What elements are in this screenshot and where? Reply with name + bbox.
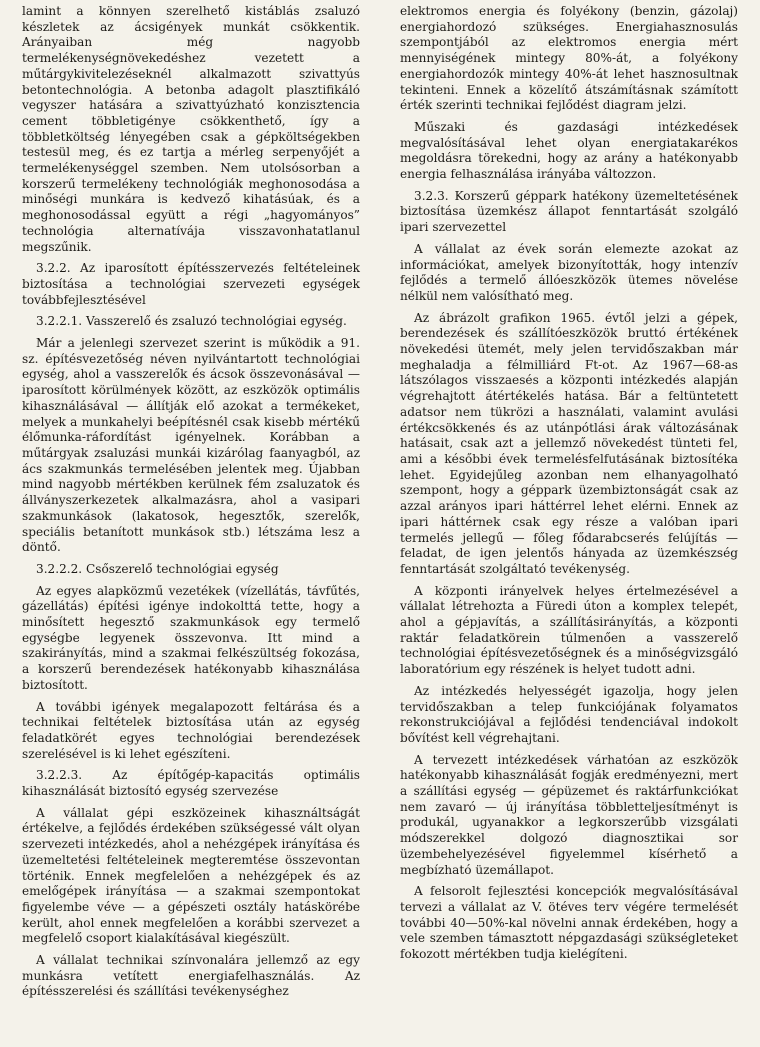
paragraph-continued: lamint a könnyen szerelhető kistáblás zsaluzó készletek az ácsigények munkát csökkentik. Arányaiban még nagyobb termelékenységnövekedéshez vezetett a műtárgykivitelezéseknél alkalmazott szivattyús betontechnológia. A betonba adagolt plasztifikáló vegyszer hatására a szivattyúzható konzisztencia cement többletigénye csökkenthető, így a többletköltség lényegében csak a gépköltségekben testesül meg, és ez tartja a mérleg serpenyőjét a termelékenységgel szemben. Nem utolsósorban a korszerű termelékeny technológiák meghonosodása a minőségi munkára is kedvező kihatásúak, és a meghonosodással együtt a régi „hagyományos” technológia alternatívája visszavonhatatlanul megszűnik.: [22, 4, 360, 254]
section-heading-3-2-2: 3.2.2. Az iparosított építésszervezés feltételeinek biztosítása a technológiai szervezeti egységek továbbfejlesztésével: [22, 261, 360, 307]
section-heading-3-2-2-3: 3.2.2.3. Az építőgép-kapacitás optimális kihasználását biztosító egység szervezése: [22, 768, 360, 799]
paragraph: Már a jelenlegi szervezet szerint is működik a 91. sz. építésvezetőség néven nyilvántartott technológiai egység, ahol a vasszerelők és ácsok összevonásával — iparosított körülmények között, az eszközök optimális kihasználásával — állítják elő azokat a termékeket, melyek a munkahelyi beépítésnél csak kisebb mértékű élőmunka-ráfordítást igényelnek. Korábban a műtárgyak zsaluzási munkái kizárólag faanyagból, az ács szakmunkás termelésében jelentek meg. Újabban mind nagyobb mértékben kerülnek fém zsaluzatok és állványszerkezetek alkalmazásra, ahol a vasipari szakmunkások (lakatosok, hegesztők, szerelők, speciális betanított munkások stb.) létszáma lesz a döntő.: [22, 336, 360, 555]
right-column: [400, 4, 738, 969]
left-column: [22, 4, 360, 1006]
paragraph: A vállalat technikai színvonalára jellemző az egy munkásra vetített energiafelhasználás. Az építésszerelési és szállítási tevékenységhez: [22, 953, 360, 999]
section-heading-3-2-3: 3.2.3. Korszerű géppark hatékony üzemeltetésének biztosítása üzemkész állapot fenntartását szolgáló ipari szervezettel: [400, 188, 738, 235]
section-heading-3-2-2-1: 3.2.2.1. Vasszerelő és zsaluzó technológiai egység.: [36, 314, 347, 329]
paragraph: Műszaki és gazdasági intézkedések megvalósításával lehet olyan energiatakarékos megoldásra törekedni, hogy az arány a hatékonyabb energia felhasználása irányába változzon.: [400, 119, 738, 182]
paragraph: A vállalat gépi eszközeinek kihasználtságát értékelve, a fejlődés érdekében szükségessé vált olyan szervezeti intézkedés, ahol a nehézgépek irányítása és üzemeltetési feltételeinek megteremtése összevontan történik. Ennek megfelelően a nehézgépek és az emelőgépek irányítása — a szakmai szempontokat figyelembe véve — a gépészeti osztály hatáskörébe került, ahol ennek megfelelően a korábbi szervezet a megfelelő csoport kialakításával kiegészült.: [22, 805, 360, 946]
paragraph: A felsorolt fejlesztési koncepciók megvalósításával tervezi a vállalat az V. ötéves terv végére termelését további 40—50%-kal növelni annak érdekében, hogy a vele szemben támasztott népgazdasági szükségleteket fokozott mértékben tudja kielégíteni.: [400, 884, 738, 962]
paragraph: A központi irányelvek helyes értelmezésével a vállalat létrehozta a Füredi úton a komplex telepét, ahol a gépjavítás, a szállításirányítás, a központi raktár feladatkörein túlmenően a vasszerelő technológiai építésvezetőségnek és a minőségvizsgáló laboratórium egy részének is helyet tudott adni.: [400, 583, 738, 677]
paragraph: A tervezett intézkedések várhatóan az eszközök hatékonyabb kihasználását fogják eredményezni, mert a szállítási egység — gépüzemet és raktárfunkciókat nem zavaró — új irányítása többletteljesítményt is produkál, ugyanakkor a legkorszerűbb vizsgálati módszerekkel dolgozó diagnosztikai sor üzembehelyezésével figyelemmel kísérhető a megbízható üzemállapot.: [400, 752, 738, 877]
paragraph: Az intézkedés helyességét igazolja, hogy jelen tervidőszakban a telep funkciójának folyamatos rekonstrukciójával a fejlődési tendenciával indokolt bővítést kell végrehajtani.: [400, 683, 738, 745]
paragraph: A vállalat az évek során elemezte azokat az információkat, amelyek bizonyították, hogy intenzív fejlődés a termelő állóeszközök ütemes növelése nélkül nem valósítható meg.: [400, 241, 738, 303]
paragraph: Az ábrázolt grafikon 1965. évtől jelzi a gépek, berendezések és szállítóeszközök bruttó értékének növekedési ütemét, mely jelen tervidőszakban már meghaladja a félmilliárd Ft-ot. Az 1967—68-as látszólagos visszaesés a központi intézkedés alapján végrehajtott átértékelés hatása. Bár a feltüntetett adatsor nem tükrözi a használati, valamint avulási értékcsökkenés és az utánpótlási árak változásának hatásait, csak azt a jellemző növekedést tünteti fel, ami a későbbi évek termelésfelfutásának biztosítéka lehet. Egyidejűleg azonban nem elhanyagolható szempont, hogy a géppark üzembiztonságát csak az azzal arányos ipari háttérrel lehet elérni. Ennek az ipari háttérnek csak egy része a valóban ipari termelés jellegű — főleg fődarabcserés felújítás — feladat, de igen jelentős hányada az üzemkészség fenntartását szolgáltató tevékenység.: [400, 310, 738, 576]
paragraph: Az egyes alapközmű vezetékek (vízellátás, távfűtés, gázellátás) építési igénye indokolttá tette, hogy a minősített hegesztő szakmunkások egy termelő egységbe legyenek összevonva. Itt mind a szakirányítás, mind a szakmai felkészültség fokozása, a korszerű berendezések hatékonyabb kihasználása biztosított.: [22, 583, 360, 692]
paragraph: A további igények megalapozott feltárása és a technikai feltételek biztosítása után az egység feladatkörét egyes technológiai berendezések szerelésével is ki lehet egészíteni.: [22, 699, 360, 761]
paragraph-continued: elektromos energia és folyékony (benzin, gázolaj) energiahordozó szükséges. Energiahasznosulás szempontjából az elektromos energia mért mennyiségének mintegy 80%-át, a folyékony energiahordozók mintegy 40%-át lehet hasznosultnak tekinteni. Ennek a közelítő átszámításnak számított érték szerinti technikai fejlődést diagram jelzi.: [400, 4, 738, 113]
section-heading-3-2-2-2: 3.2.2.2. Csőszerelő technológiai egység: [36, 561, 279, 576]
